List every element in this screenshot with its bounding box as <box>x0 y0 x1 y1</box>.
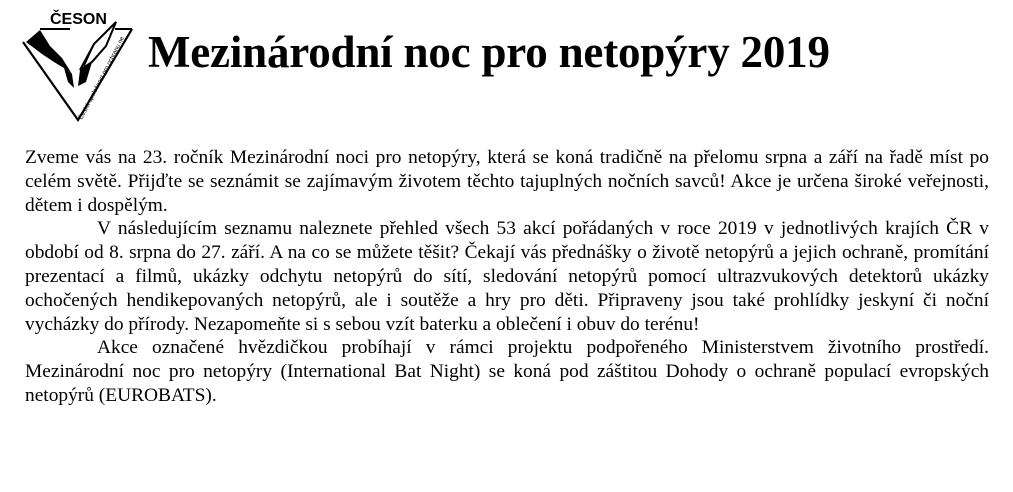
paragraph-1: Zveme vás na 23. ročník Mezinárodní noci pro netopýry, která se koná tradičně na přelomu srpna a září na řadě míst po celém světě. Přijďte se seznámit se zajímavým životem těchto tajuplných nočních savců! Akce je určena široké veřejnosti, dětem i dospělým. <box>25 147 989 216</box>
intro-text <box>25 146 989 408</box>
page-title: Mezinárodní noc pro netopýry 2019 <box>148 27 830 77</box>
paragraph-3: Akce označené hvězdičkou probíhají v rámci projektu podpořeného Ministerstvem životního prostředí. Mezinárodní noc pro netopýry (International Bat Night) se koná pod záštitou Dohody o ochraně populací evropských netopýrů (EUROBATS). <box>25 337 989 406</box>
ceson-logo <box>20 2 144 128</box>
bat-logo-icon <box>20 2 144 128</box>
paragraph-2: V následujícím seznamu naleznete přehled všech 53 akcí pořádaných v roce 2019 v jednotlivých krajích ČR v období od 8. srpna do 27. září. A na co se můžete těšit? Čekají vás přednášky o životě netopýrů a jejich ochraně, promítání prezentací a filmů, ukázky odchytu netopýrů do sítí, sledování netopýrů pomocí ultrazvukových detektorů ukázky ochočených hendikepovaných netopýrů, ale i soutěže a hry pro děti. Připraveny jsou také prohlídky jeskyní či noční vycházky do přírody. Nezapomeňte si s sebou vzít baterku a oblečení i obuv do terénu! <box>25 218 989 335</box>
logo-name: ČESON <box>50 11 107 28</box>
logo-tagline: Česká společnost pro ochranu ne <box>77 35 126 121</box>
